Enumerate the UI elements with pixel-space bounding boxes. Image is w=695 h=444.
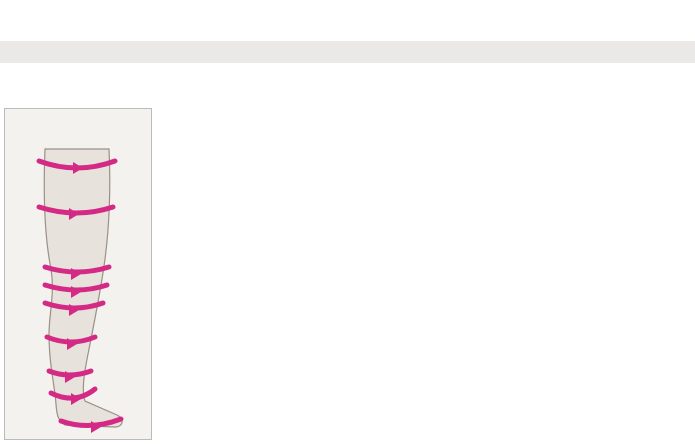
circumference-axis-label	[159, 108, 177, 306]
size-header-row	[0, 41, 695, 63]
length-axis-label	[160, 334, 178, 438]
leg-illustration	[5, 109, 153, 441]
leg-illustration-panel	[4, 108, 152, 440]
